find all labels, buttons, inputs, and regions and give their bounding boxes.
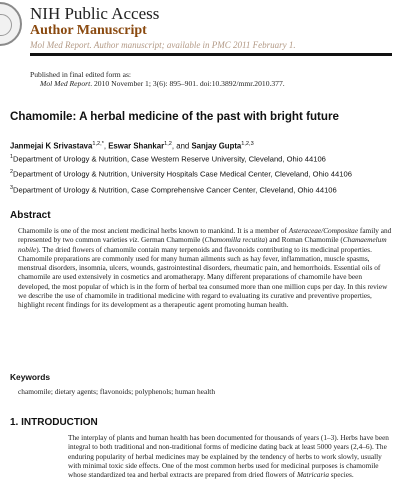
abstract-species: Chamomilla recutita: [204, 235, 265, 245]
affiliation-sup: 3: [10, 184, 13, 191]
abstract-text-part: ). The dried flowers of chamomile contain many terpenoids and flavonoids contributing to its medicinal properties. Chamomile preparations are commonly used for many human ailments such as hay fever, inflammation, muscle spasms, menstrual disorders, insomnia, ulcers, wounds, gastrointestinal disorders, rheumatic pain, and hemorrhoids. Essential oils of chamomile are used extensively in cosmetics and aromatherapy. Many different preparations of chamomile have been developed, the most popular of which is in the form of herbal tea consumed more than one million cups per day. In this review we describe the use of chamomile in traditional medicine with regard to evaluating its curative and preventive properties, highlight recent findings for its development as a therapeutic agent promoting human health.: [18, 244, 388, 309]
author-list: Janmejai K Srivastava$^{1,2,*}$, Eswar Shankar$^{1,2}$, and Sanjay Gupta$^{1,2,3}$: [10, 141, 254, 151]
abstract-text: [18, 226, 392, 309]
abstract-text-part: German Chamomile (: [139, 235, 205, 245]
affiliation-text: Department of Urology & Nutrition, University Hospitals Case Medical Center, Cleveland, Ohio 44106: [13, 169, 352, 179]
author-sup: 1,2,*: [92, 141, 104, 147]
intro-species: Matricaria: [296, 470, 329, 479]
affiliation-text: Department of Urology & Nutrition, Case Comprehensive Cancer Center, Cleveland, Ohio 44106: [13, 185, 337, 195]
publication-details: . 2010 November 1; 3(6): 895–901. doi:10.3892/mmr.2010.377.: [90, 79, 285, 89]
affiliation: [10, 183, 394, 196]
publication-info: [30, 70, 390, 89]
intro-text-part: The interplay of plants and human health has been documented for thousands of years (1–3). Herbs have been integral to both traditional and non-traditional forms of medicine dating back at least 5000 years (2,4–6). The enduring popularity of herbal medicines may be explained by the tendency of herbs to work slowly, usually with minimal toxic side effects. One of the most common herbs used for medicinal purposes is chamomile whose standardized tea and herbal extracts are prepared from dried flowers of: [68, 433, 389, 479]
abstract-text-part: ) and Roman Chamomile (: [264, 235, 343, 245]
abstract-family: Asteraceae/Compositae: [288, 226, 359, 235]
introduction-text: [68, 433, 394, 479]
article-title: Chamomile: A herbal medicine of the past with bright future: [10, 110, 339, 123]
intro-text-part: species.: [328, 470, 354, 479]
abstract-heading: Abstract: [10, 210, 51, 221]
header-citation: Mol Med Report. Author manuscript; available in PMC 2011 February 1.: [30, 40, 296, 50]
keywords-heading: Keywords: [10, 372, 51, 382]
nih-seal-logo: [0, 2, 22, 46]
affiliation-sup: 2: [10, 169, 13, 176]
keywords-text: chamomile; dietary agents; flavonoids; polyphenols; human health: [18, 387, 216, 396]
author-block: [10, 139, 394, 195]
header-subtitle: Author Manuscript: [30, 23, 147, 38]
abstract-text-part: Chamomile is one of the most ancient medicinal herbs known to mankind. It is a member of: [18, 226, 287, 235]
journal-name: Mol Med Report: [40, 79, 91, 89]
introduction-heading: 1. INTRODUCTION: [10, 417, 98, 428]
author-name: Eswar Shankar: [108, 141, 165, 151]
author-name: Janmejai K Srivastava: [10, 141, 93, 151]
header-rule: [30, 53, 392, 56]
header-title: NIH Public Access: [30, 4, 160, 23]
affiliation: [10, 167, 394, 180]
publication-label: Published in final edited form as:: [30, 70, 132, 79]
abstract-viz: viz.: [129, 235, 140, 245]
publication-citation: [30, 79, 390, 88]
affiliation-text: Department of Urology & Nutrition, Case Western Reserve University, Cleveland, Ohio 44106: [13, 154, 326, 164]
affiliation-sup: 1: [10, 153, 13, 160]
author-sup: 1,2: [164, 141, 172, 147]
nih-header: [30, 4, 392, 56]
abstract-text-part: family and represented by two common varieties: [18, 226, 392, 245]
abstract-species: Chamaemelum nobile: [18, 235, 387, 254]
author-sup: 1,2,3: [241, 141, 254, 147]
affiliation: [10, 152, 394, 165]
author-name: Sanjay Gupta: [191, 141, 242, 151]
